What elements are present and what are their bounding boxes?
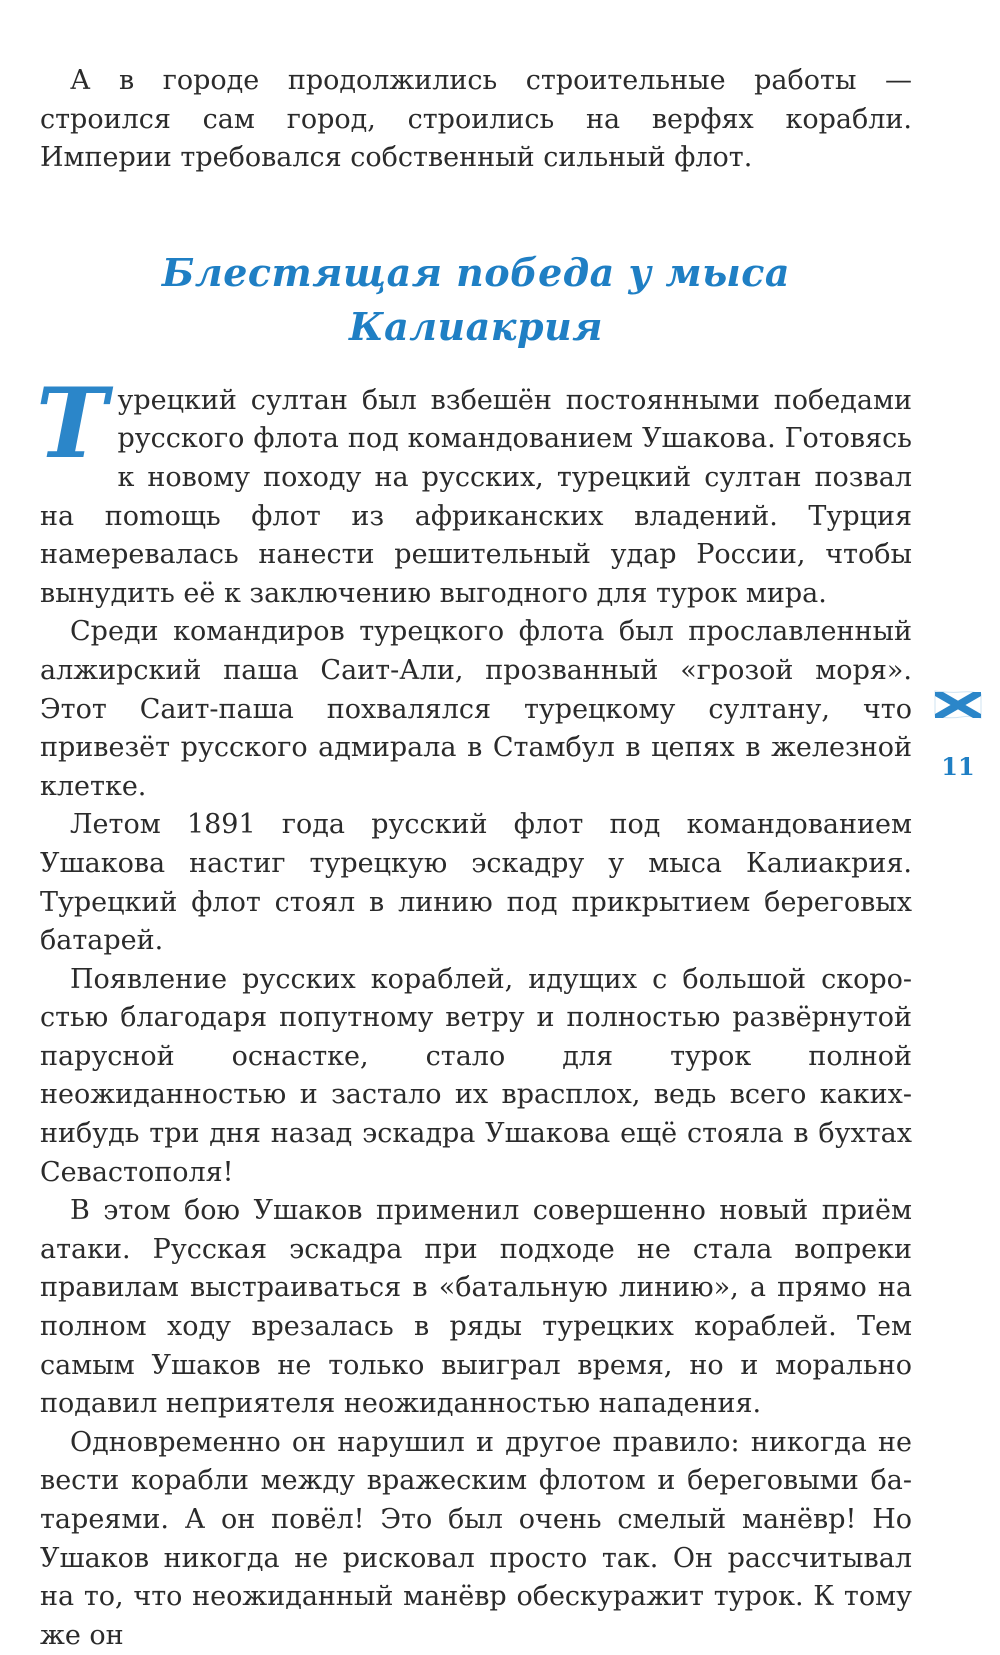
paragraph: Летом 1891 года русский флот под командованием Ушакова настиг турецкую эскадру у мыса Калиакрия. Турецкий флот стоял в линию под прикрытием береговых батарей. [40,809,912,957]
page-body [36,62,912,1655]
drop-cap: Т [36,366,108,480]
first-paragraph [36,366,912,614]
st-andrews-flag-icon [931,688,985,722]
intro-paragraph: А в городе продолжились строительные работы — строился сам город, строились на верфях корабли. Империи требовался собственный сильный флот. [40,65,912,174]
first-paragraph-text: урецкий султан был взбешён постоянными победами русского флота под командованием Ушакова. Готовясь к новому походу на русских, турецкий султан позвал на поmощь флот из африканских владений. Турция намеревалась нанести решительный удар России, чтобы вынудить её к заключению выгодного для турок мира. [40,384,912,609]
paragraph: Одновременно он нарушил и другое правило: никогда не вести корабли между вражеским флотом и береговыми батареями. А он повёл! Это был очень смелый манёвр! Но Ушаков никогда не рисковал просто так. Он рассчитывал на то, что неожиданный манёвр обескуражит турок. К тому же он [40,1426,912,1651]
paragraph: Появление русских кораблей, идущих с большой скоростью благодаря попутному ветру и полностью развёрнутой парусной оснастке, стало для турок полной неожиданностью и застало их врасплох, ведь всего каких-нибудь три дня назад эскадра Ушакова ещё стояла в бухтах Севастополя! [40,963,912,1188]
section-title: Блестящая победа у мыса Калиакрия [161,249,791,349]
side-marker [930,688,986,781]
page-number: 11 [941,752,975,781]
paragraph: Среди командиров турецкого флота был прославленный алжирский паша Саит-Али, прозванный «грозой моря». Этот Саит-паша похвалялся турецкому султану, что привезёт русского адмирала в Стамбул в цепях в железной клетке. [40,616,912,802]
paragraph: В этом бою Ушаков применил совершенно новый приём атаки. Русская эскадра при подходе не стала вопреки правилам выстраиваться в «батальную линию», а прямо на полном ходу врезалась в ряды турецких кораблей. Тем самым Ушаков не только выиграл время, но и морально подавил неприятеля неожиданностью нападения. [40,1195,912,1420]
